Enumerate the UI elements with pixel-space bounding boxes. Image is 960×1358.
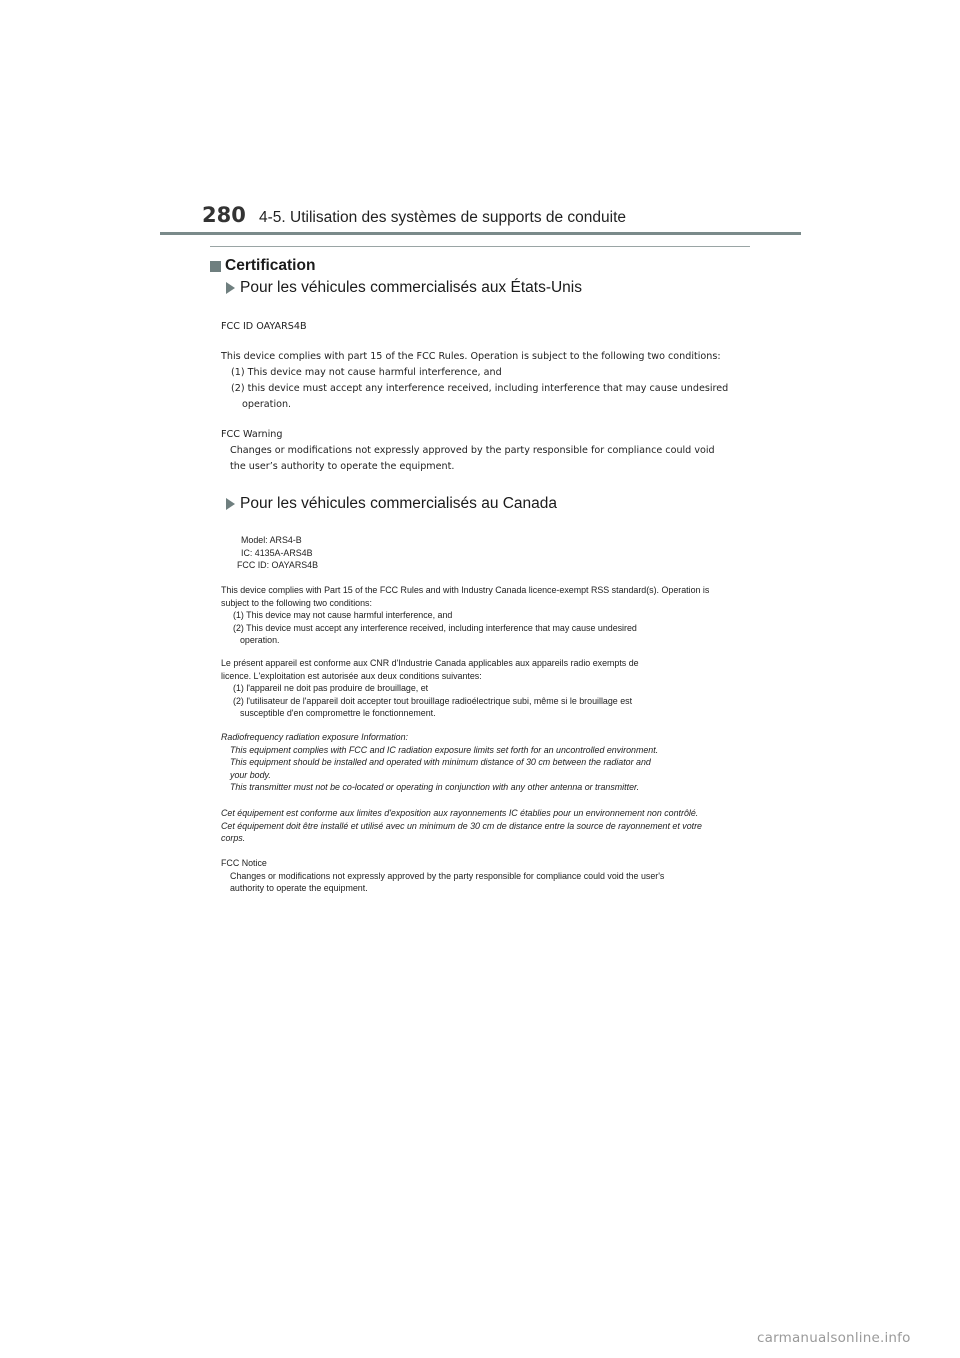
canada-model-block (237, 534, 319, 572)
canada-en-compliance-2: subject to the following two conditions: (221, 597, 372, 608)
usa-compliance-line: This device complies with part 15 of the FCC Rules. Operation is subject to the following two conditions: (221, 351, 721, 362)
canada-en-condition-2: (2) This device must accept any interference received, including interference that may cause undesired (233, 622, 637, 633)
canada-fr-compliance (221, 657, 751, 720)
usa-warning-title: FCC Warning (221, 429, 283, 440)
canada-fr-condition-2: (2) l'utilisateur de l'appareil doit accepter tout brouillage radioélectrique subi, même si le brouillage est (233, 695, 633, 706)
canada-rf-line-4: This transmitter must not be co-located or operating in conjunction with any other antenna or transmitter. (230, 782, 640, 793)
usa-condition-2: (2) this device must accept any interference received, including interference that may cause undesired (231, 383, 729, 394)
section-rule (210, 246, 750, 247)
canada-model: Model: ARS4-B (241, 535, 302, 545)
canada-rf-line-1: This equipment complies with FCC and IC radiation exposure limits set forth for an uncontrolled environment. (230, 744, 659, 755)
canada-fr-compliance-2: licence. L'exploitation est autorisée aux deux conditions suivantes: (221, 670, 482, 681)
section-title (210, 257, 315, 275)
canada-fr-rf-exposure (221, 807, 751, 845)
canada-rf-line-2: This equipment should be installed and operated with minimum distance of 30 cm between the radiator and (230, 757, 651, 768)
triangle-bullet-icon (226, 282, 235, 294)
canada-notice-title: FCC Notice (221, 858, 267, 868)
canada-ic: IC: 4135A-ARS4B (241, 547, 313, 558)
canada-heading (226, 495, 557, 513)
canada-notice-line-1: Changes or modifications not expressly approved by the party responsible for compliance could void the user's (230, 870, 665, 881)
usa-fcc-block (221, 319, 751, 475)
triangle-bullet-icon (226, 498, 235, 510)
canada-fcc-id: FCC ID: OAYARS4B (237, 560, 319, 571)
square-bullet-icon (210, 261, 221, 272)
header-rule (160, 232, 801, 235)
canada-en-condition-1: (1) This device may not cause harmful interference, and (233, 610, 453, 621)
page-number: 280 (202, 203, 246, 227)
canada-fr-rf-line-2: Cet équipement doit être installé et utilisé avec un minimum de 30 cm de distance entre la source de rayonnement et votre (221, 820, 702, 831)
canada-en-compliance (221, 584, 751, 647)
canada-fr-condition-2-cont: susceptible d'en compromettre le fonctionnement. (240, 708, 436, 719)
usa-fcc-id: FCC ID OAYARS4B (221, 321, 307, 332)
usa-heading (226, 279, 582, 297)
site-watermark: carmanualsonline.info (757, 1330, 911, 1346)
canada-fr-rf-line-3: corps. (221, 833, 246, 844)
usa-warning-line-2: the user’s authority to operate the equipment. (230, 461, 455, 472)
canada-en-compliance-1: This device complies with Part 15 of the FCC Rules and with Industry Canada licence-exempt RSS standard(s). Operation is (221, 585, 710, 595)
canada-notice-line-2: authority to operate the equipment. (230, 883, 368, 894)
canada-fcc-notice (221, 857, 751, 895)
chapter-title: 4-5. Utilisation des systèmes de supports de conduite (259, 209, 627, 226)
canada-rf-title: Radiofrequency radiation exposure Information: (221, 732, 408, 742)
canada-en-condition-2-cont: operation. (240, 635, 280, 646)
canada-fr-rf-line-1: Cet équipement est conforme aux limites d'exposition aux rayonnements IC établies pour un environnement non contrôlé. (221, 808, 699, 818)
usa-condition-2-cont: operation. (242, 399, 292, 410)
canada-rf-exposure (221, 731, 751, 794)
canada-heading-text: Pour les véhicules commercialisés au Canada (240, 495, 558, 512)
usa-heading-text: Pour les véhicules commercialisés aux États-Unis (240, 279, 582, 296)
canada-fr-compliance-1: Le présent appareil est conforme aux CNR d'Industrie Canada applicables aux appareils radio exempts de (221, 658, 639, 668)
canada-rf-line-3: your body. (230, 769, 271, 780)
canada-fr-condition-1: (1) l'appareil ne doit pas produire de brouillage, et (233, 683, 429, 694)
section-title-text: Certification (225, 257, 316, 274)
usa-warning-line-1: Changes or modifications not expressly approved by the party responsible for compliance could void (230, 445, 715, 456)
usa-condition-1: (1) This device may not cause harmful interference, and (231, 367, 502, 378)
